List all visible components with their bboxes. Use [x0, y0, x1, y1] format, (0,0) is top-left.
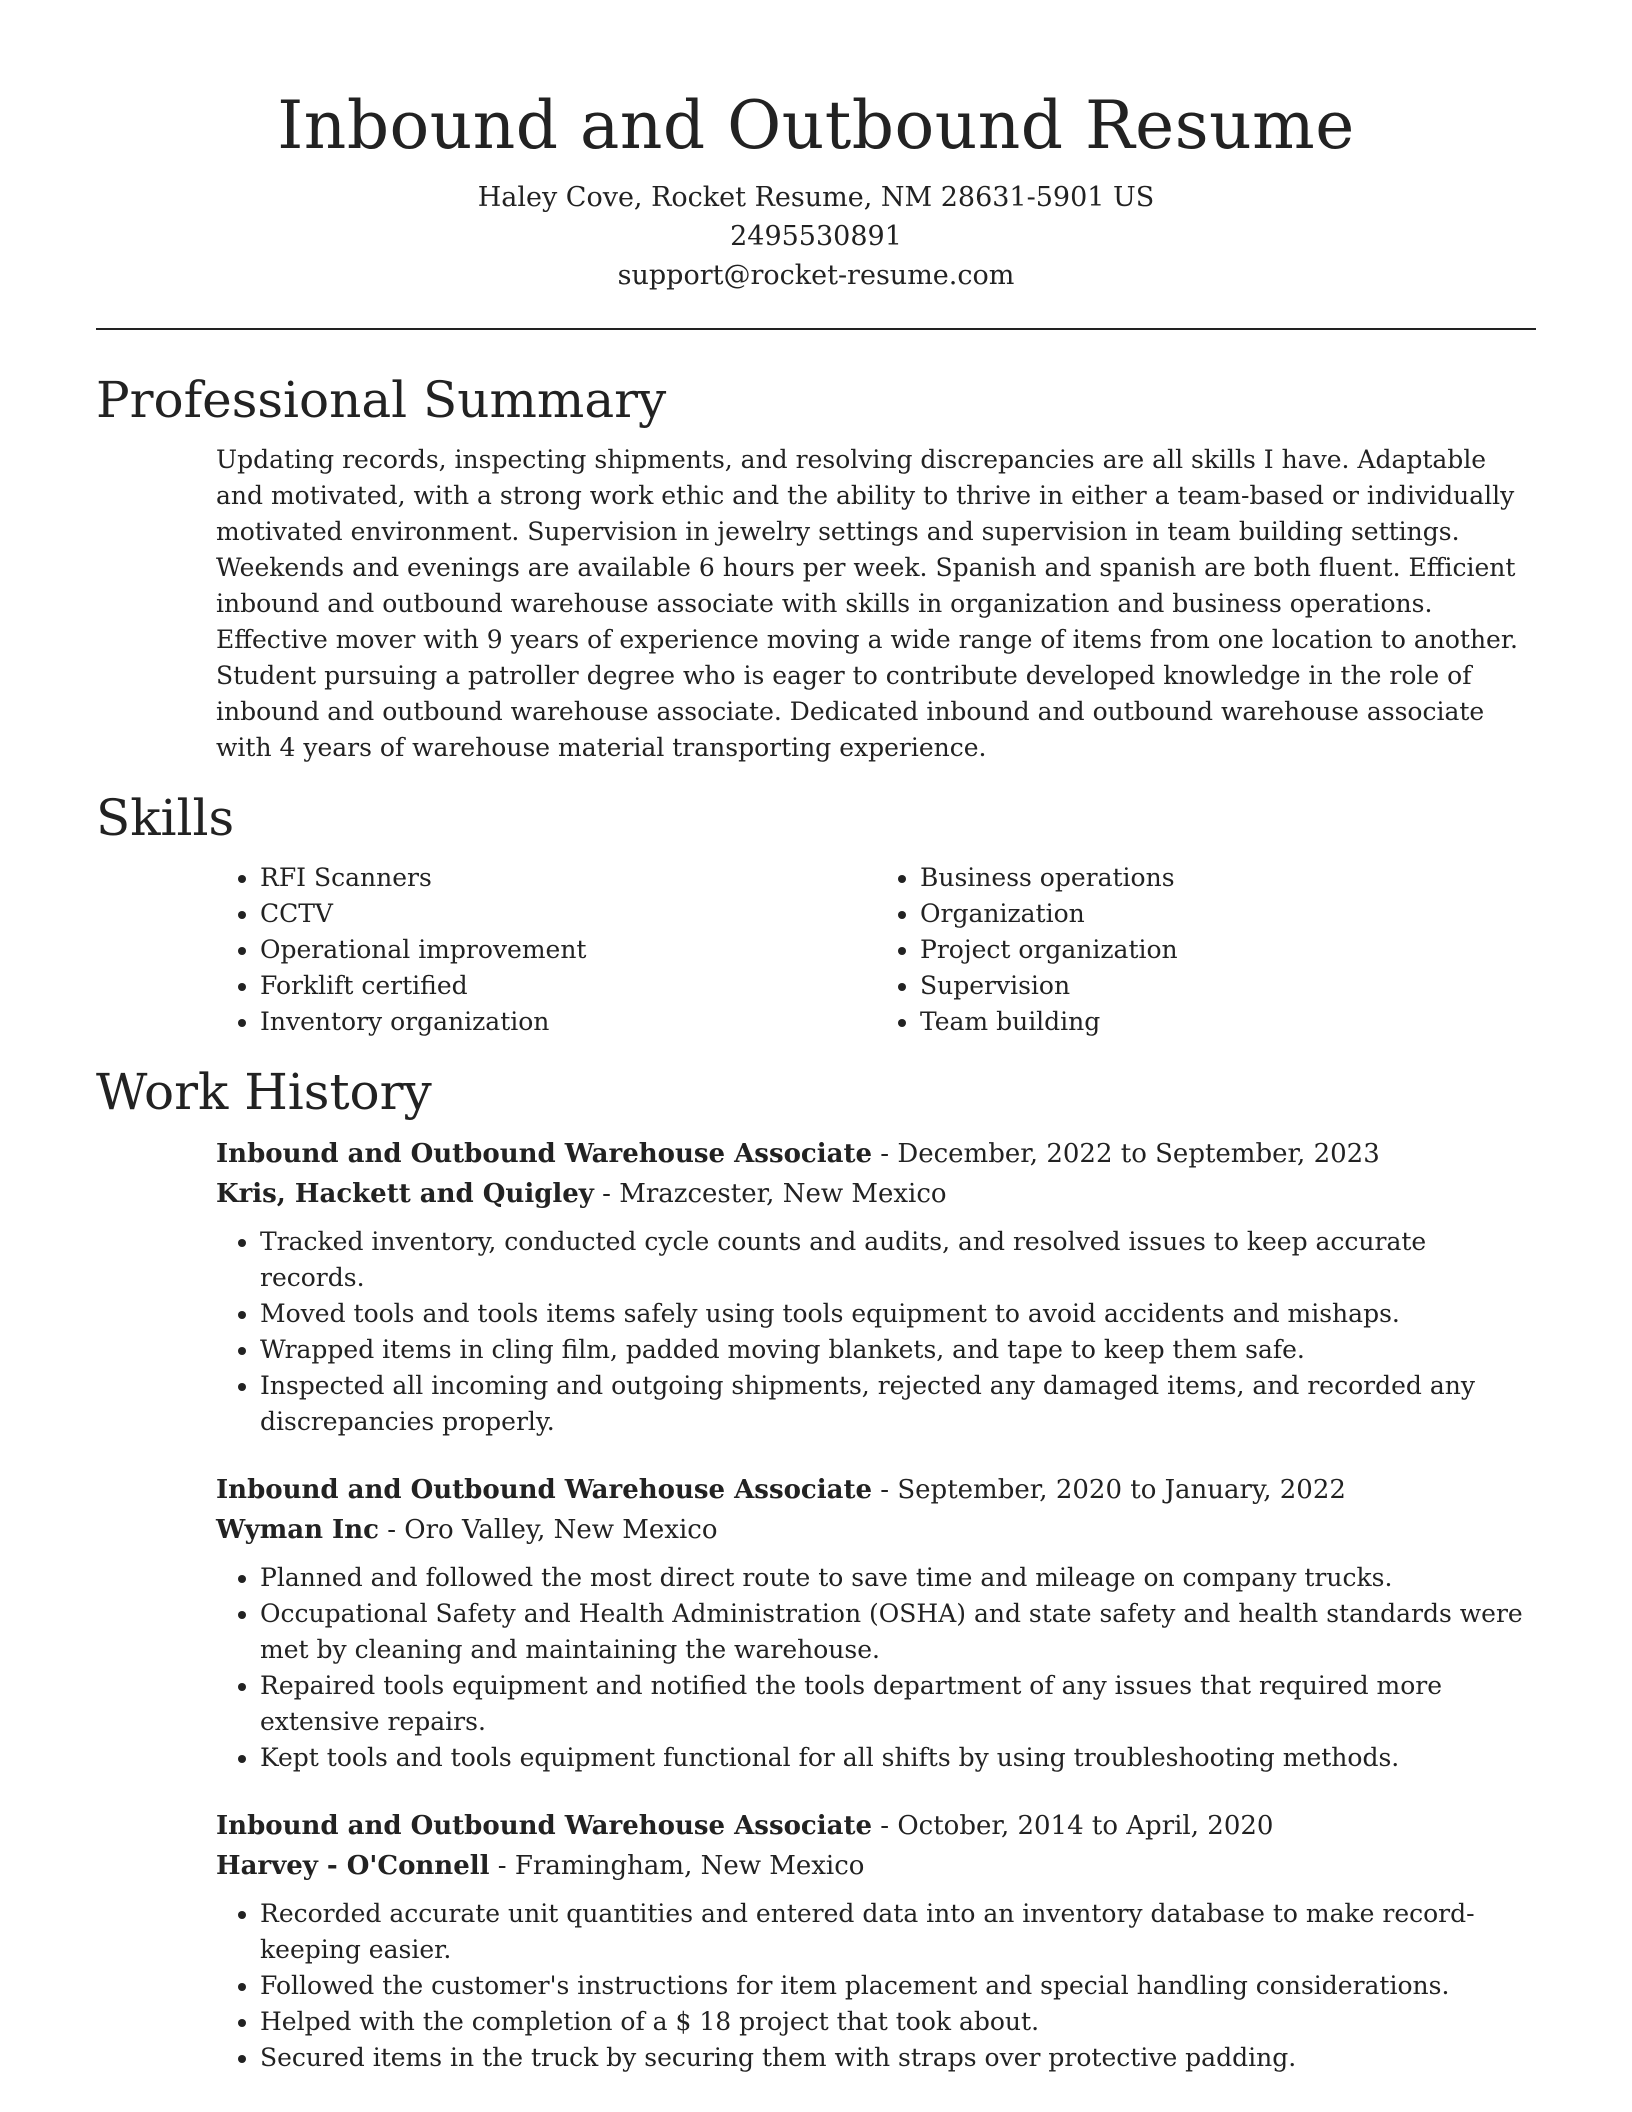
job-company-line	[216, 1846, 1536, 1886]
job-duties	[216, 1560, 1536, 1776]
resume-page	[96, 0, 1536, 2076]
job-dates: October, 2014 to April, 2020	[897, 1811, 1274, 1841]
duty-item: • Planned and followed the most direct route to save time and mileage on company trucks.	[260, 1560, 1536, 1596]
separator: -	[872, 1475, 898, 1505]
duty-item: • Inspected all incoming and outgoing shipments, rejected any damaged items, and recorded any discrepancies properly.	[260, 1368, 1536, 1440]
job-entry	[216, 1470, 1536, 1776]
skill-item: • Inventory organization	[260, 1004, 876, 1040]
skills-grid	[216, 860, 1536, 1040]
job-location: Framingham, New Mexico	[514, 1851, 865, 1881]
duty-item: • Moved tools and tools items safely using tools equipment to avoid accidents and mishaps.	[260, 1296, 1536, 1332]
duty-item: • Kept tools and tools equipment functional for all shifts by using troubleshooting methods.	[260, 1740, 1536, 1776]
job-entry	[216, 1134, 1536, 1440]
separator: -	[378, 1515, 405, 1545]
duty-item: • Helped with the completion of a $ 18 project that took about.	[260, 2004, 1536, 2040]
duty-item: • Occupational Safety and Health Administration (OSHA) and state safety and health standards were met by cleaning and maintaining the warehouse.	[260, 1596, 1536, 1668]
work-history-heading: Work History	[96, 1063, 432, 1121]
summary-text: Updating records, inspecting shipments, and resolving discrepancies are all skills I have. Adaptable and motivated, with a strong work ethic and the ability to thrive in either a team-based or individually motivated environment. Supervision in jewelry settings and supervision in team building settings. Weekends and evenings are available 6 hours per week. Spanish and spanish are both fluent. Efficient inbound and outbound warehouse associate with skills in organization and business operations. Effective mover with 9 years of experience moving a wide range of items from one location to another. Student pursuing a patroller degree who is eager to contribute developed knowledge in the role of inbound and outbound warehouse associate. Dedicated inbound and outbound warehouse associate with 4 years of warehouse material transporting experience.	[216, 445, 1518, 762]
job-location: Oro Valley, New Mexico	[404, 1515, 718, 1545]
skill-item: • RFI Scanners	[260, 860, 876, 896]
job-dates: September, 2020 to January, 2022	[897, 1475, 1346, 1505]
duty-item: • Recorded accurate unit quantities and entered data into an inventory database to make record-keeping easier.	[260, 1896, 1536, 1968]
job-location: Mrazcester, New Mexico	[619, 1179, 947, 1209]
duty-item: • Followed the customer's instructions for item placement and special handling considerations.	[260, 1968, 1536, 2004]
job-duties	[216, 1224, 1536, 1440]
duty-item: • Secured items in the truck by securing them with straps over protective padding.	[260, 2040, 1536, 2076]
skill-item: • Project organization	[920, 932, 1536, 968]
contact-address: Haley Cove, Rocket Resume, NM 28631-5901 US	[477, 182, 1155, 213]
contact-email: support@rocket-resume.com	[617, 260, 1015, 291]
job-title-line	[216, 1134, 1536, 1174]
duty-item: • Tracked inventory, conducted cycle counts and audits, and resolved issues to keep accurate records.	[260, 1224, 1536, 1296]
job-dates: December, 2022 to September, 2023	[897, 1139, 1380, 1169]
job-company: Kris, Hackett and Quigley	[216, 1179, 594, 1209]
job-duties	[216, 1896, 1536, 2076]
skills-column-left	[216, 860, 876, 1040]
duty-item: • Repaired tools equipment and notified the tools department of any issues that required more extensive repairs.	[260, 1668, 1536, 1740]
skill-item: • Forklift certified	[260, 968, 876, 1004]
skill-item: • Team building	[920, 1004, 1536, 1040]
skill-item: • Supervision	[920, 968, 1536, 1004]
separator: -	[872, 1139, 898, 1169]
skills-column-right	[876, 860, 1536, 1040]
skill-item: • CCTV	[260, 896, 876, 932]
separator: -	[593, 1179, 620, 1209]
skills-heading: Skills	[96, 789, 235, 847]
skill-item: • Business operations	[920, 860, 1536, 896]
summary-heading: Professional Summary	[96, 371, 667, 429]
job-entry	[216, 1806, 1536, 2076]
separator: -	[872, 1811, 898, 1841]
job-title-line	[216, 1806, 1536, 1846]
job-company-line	[216, 1174, 1536, 1214]
duty-item: • Wrapped items in cling film, padded moving blankets, and tape to keep them safe.	[260, 1332, 1536, 1368]
separator: -	[489, 1851, 515, 1881]
job-title-line	[216, 1470, 1536, 1510]
skill-item: • Operational improvement	[260, 932, 876, 968]
job-company: Wyman Inc	[216, 1515, 379, 1545]
resume-title: Inbound and Outbound Resume	[277, 87, 1355, 164]
skill-item: • Organization	[920, 896, 1536, 932]
header-divider	[96, 328, 1536, 330]
contact-phone: 2495530891	[730, 221, 902, 252]
job-title: Inbound and Outbound Warehouse Associate	[216, 1475, 873, 1505]
resume-header	[96, 0, 1536, 295]
job-title: Inbound and Outbound Warehouse Associate	[216, 1811, 873, 1841]
job-company: Harvey - O'Connell	[216, 1851, 490, 1881]
job-company-line	[216, 1510, 1536, 1550]
job-title: Inbound and Outbound Warehouse Associate	[216, 1139, 873, 1169]
